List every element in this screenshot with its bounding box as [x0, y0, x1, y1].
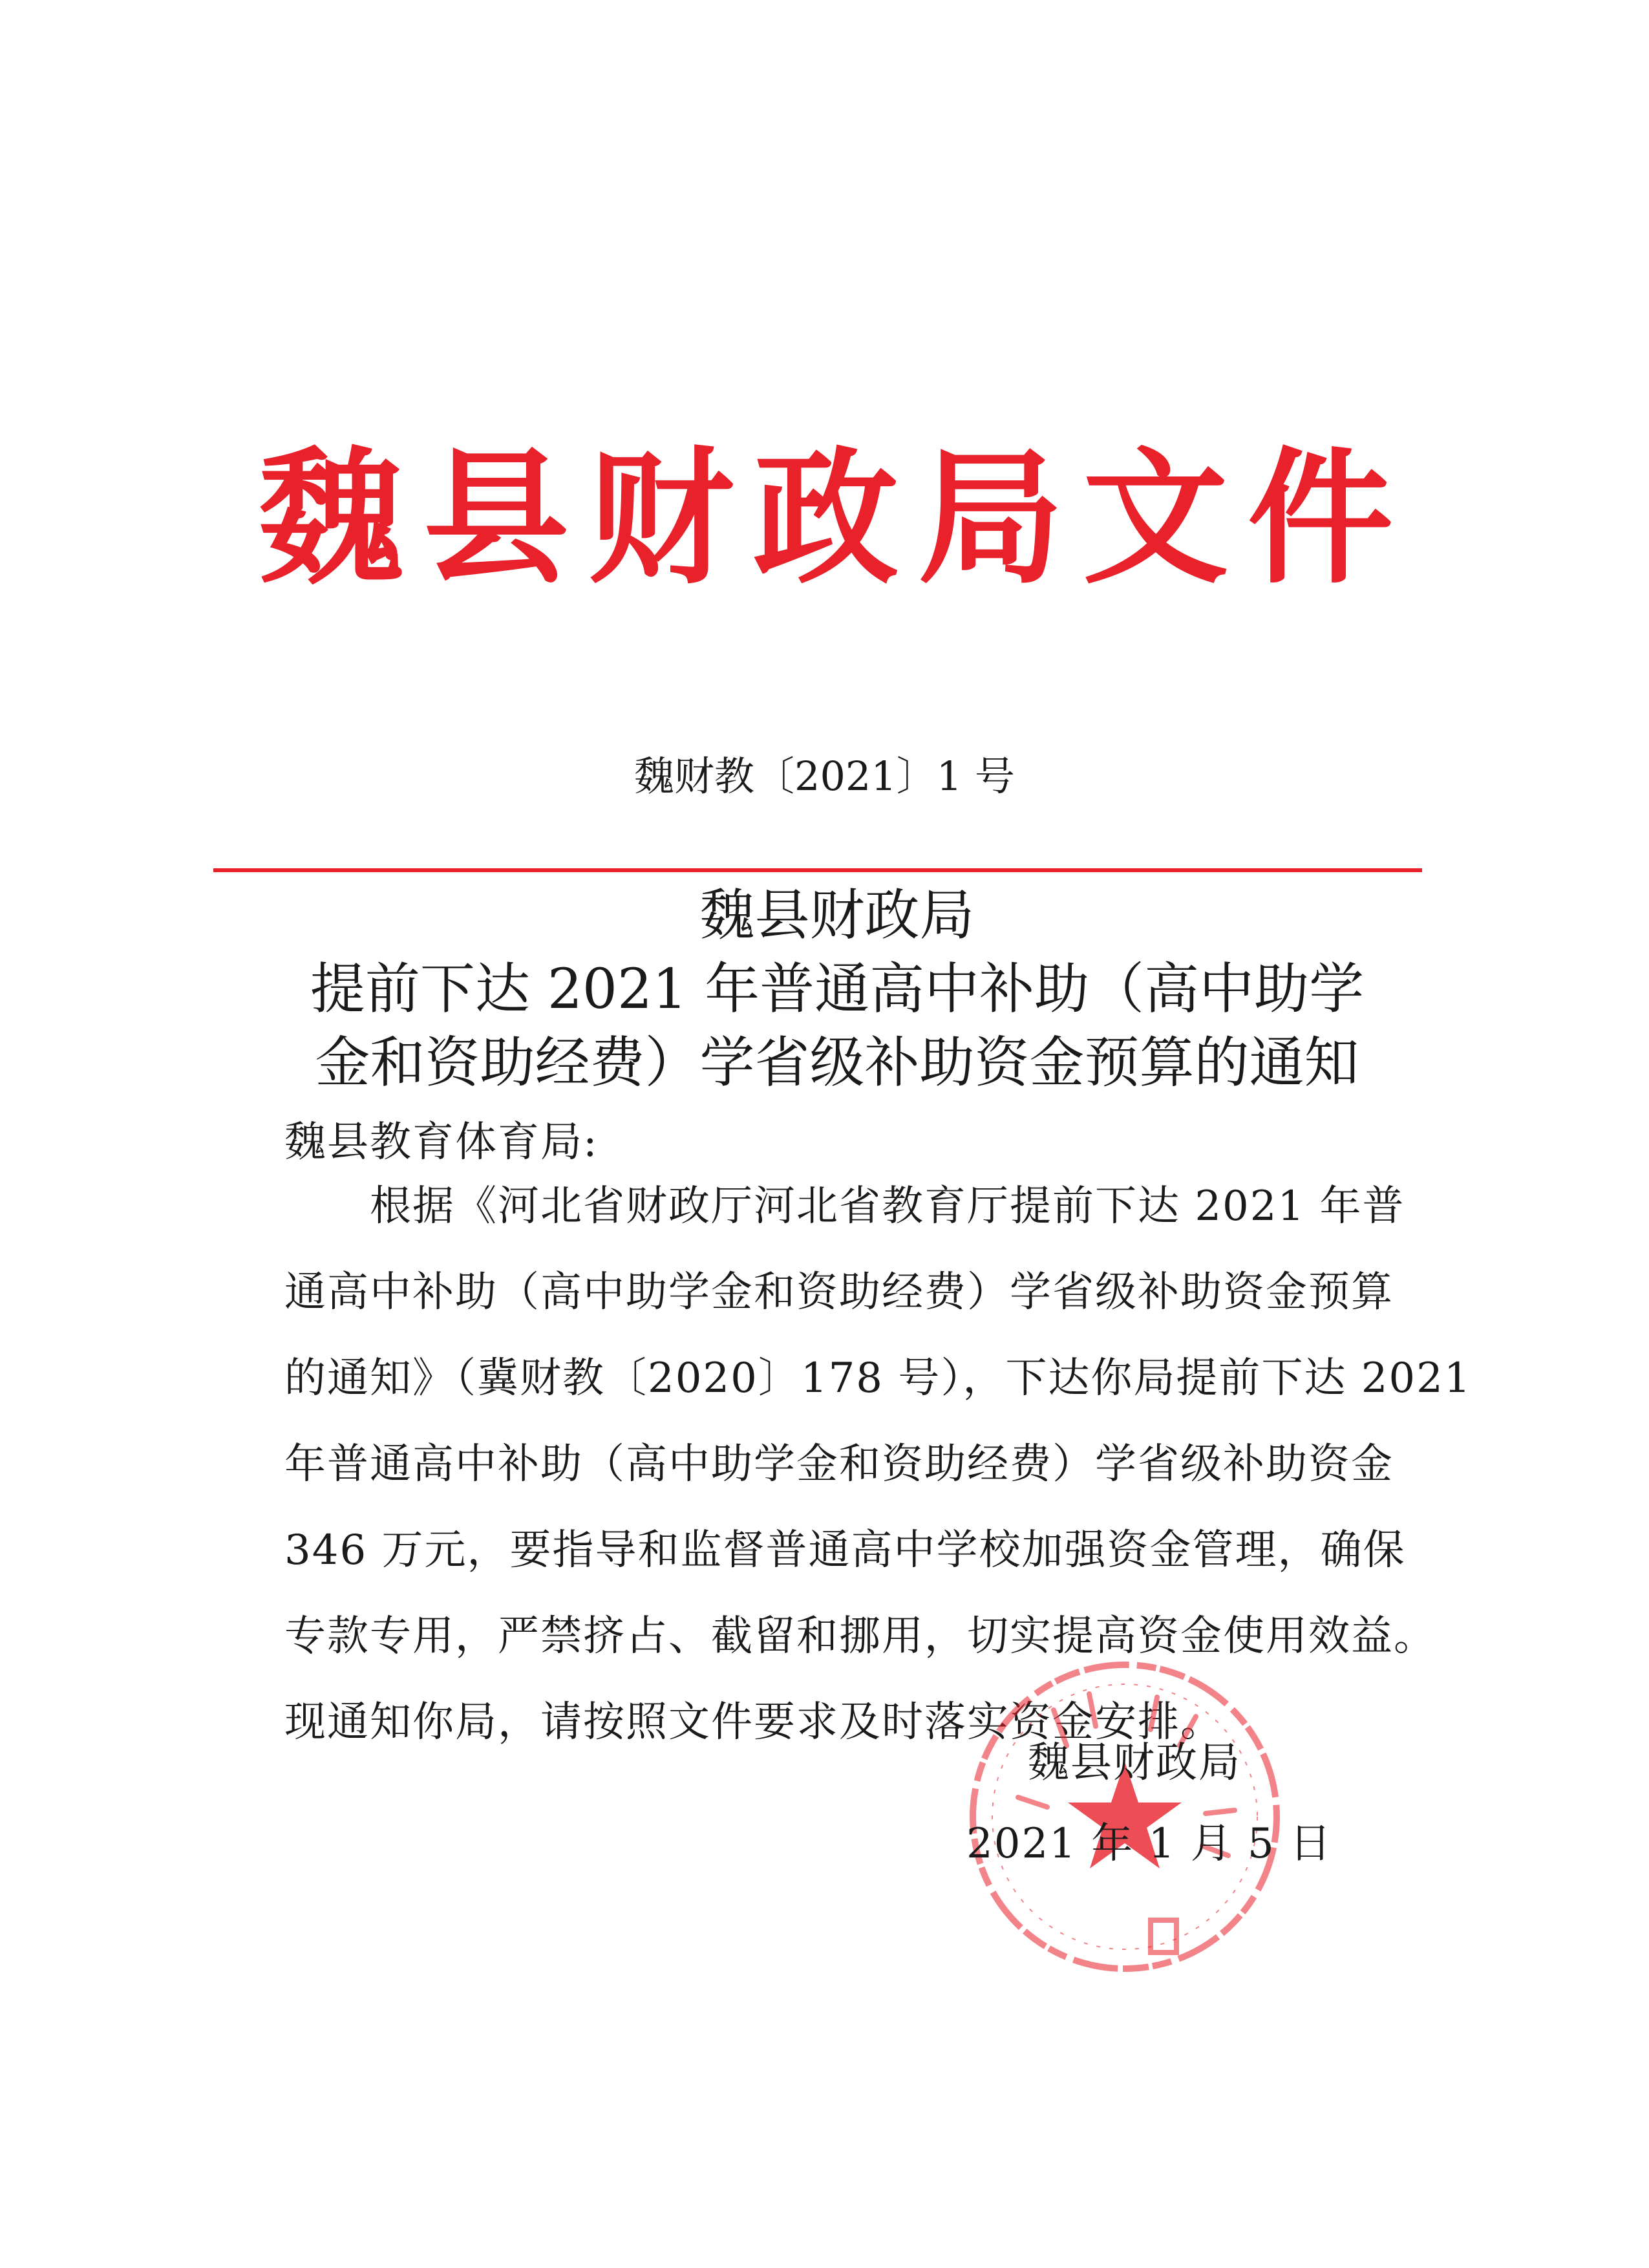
notice-title-issuer: 魏县财政局	[699, 884, 975, 948]
body-line: 的通知》（冀财教〔2020〕178 号），下达你局提前下达 2021	[284, 1354, 1472, 1402]
red-divider-rule	[213, 868, 1422, 872]
body-line: 通高中补助（高中助学金和资助经费）学省级补助资金预算	[284, 1268, 1394, 1316]
body-line: 根据《河北省财政厅河北省教育厅提前下达 2021 年普	[370, 1182, 1405, 1230]
document-number: 魏财教〔2021〕1 号	[634, 753, 1015, 800]
official-seal-stamp	[957, 1649, 1293, 1985]
notice-title-line-3: 金和资助经费）学省级补助资金预算的通知	[315, 1031, 1359, 1095]
signature-date: 2021 年 1 月 5 日	[966, 1820, 1333, 1868]
recipient: 魏县教育体育局:	[284, 1118, 599, 1166]
notice-title	[246, 879, 1429, 1100]
notice-title-line-2: 提前下达 2021 年普通高中补助（高中助学	[310, 957, 1365, 1022]
body-line: 年普通高中补助（高中助学金和资助经费）学省级补助资金	[284, 1440, 1394, 1488]
body-line: 346 万元，要指导和监督普通高中学校加强资金管理，确保	[284, 1526, 1406, 1574]
document-header-title: 魏县财政局文件	[259, 433, 1412, 604]
signer-name: 魏县财政局	[1028, 1739, 1241, 1787]
body-line: 现通知你局，请按照文件要求及时落实资金安排。	[284, 1698, 1223, 1746]
body-line: 专款专用，严禁挤占、截留和挪用，切实提高资金使用效益。	[284, 1612, 1436, 1660]
